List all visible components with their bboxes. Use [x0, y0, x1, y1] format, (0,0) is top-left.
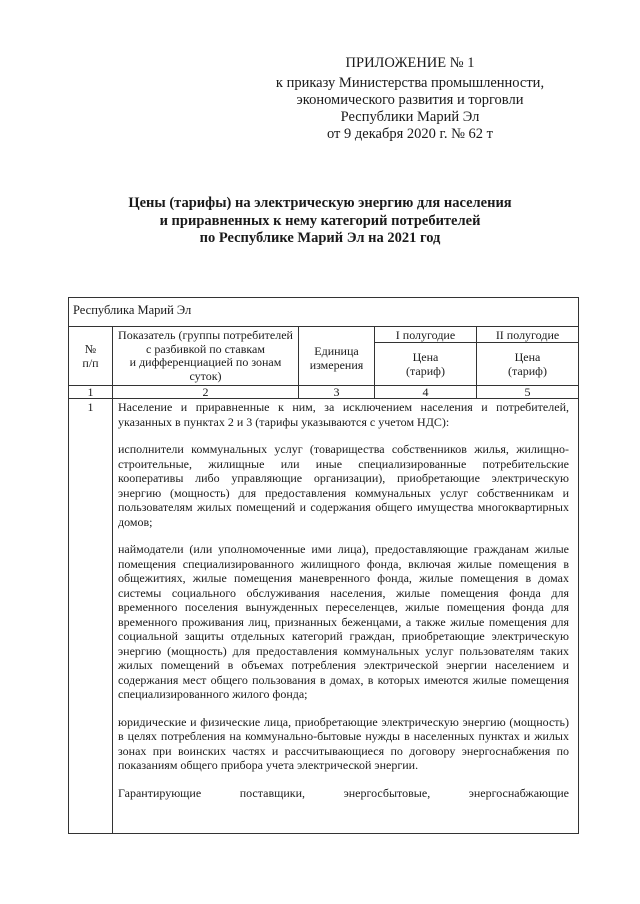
appendix-title: ПРИЛОЖЕНИЕ № 1 — [345, 55, 475, 71]
header-indicator: Показатель (группы потребителей с разбивкой по ставкам и дифференциацией по зонам суток) — [118, 328, 293, 383]
document-title — [0, 195, 640, 248]
row1-paragraph: юридические и физические лица, приобретающие электрическую энергию (мощность) в целях потребления на коммунально-бытовые нужды в населенных пунктах и жилых зонах при воинских частях и рассчитывающиеся по договору энергоснабжения по показаниям общего прибора учета электрической энергии. — [118, 714, 569, 772]
appendix-line: от 9 декабря 2020 г. № 62 т — [327, 126, 493, 142]
header-price2: Цена (тариф) — [508, 350, 547, 378]
header-unit: Единица измерения — [309, 344, 364, 372]
region-label: Республика Марий Эл — [73, 303, 192, 317]
row1-paragraph: Гарантирующие поставщики, энергосбытовые, энергоснабжающие — [118, 785, 569, 800]
row1-text — [118, 400, 569, 800]
row1-paragraph: наймодатели (или уполномоченные ими лица), предоставляющие гражданам жилые помещения специализированного жилищного фонда, включая жилые помещения в общежитиях, жилые помещения маневренного фонда, жилые помещения в домах системы социального обслуживания населения, жилые помещения фонда для временного поселения вынужденных переселенцев, жилые помещения фонда для временного проживания лиц, признанных беженцами, а также жилые помещения для социальной защиты отдельных категорий граждан, приобретающие электрическую энергию (мощность) для предоставления коммунальных услуг пользователям таких жилых помещений в объемах потребления электрической энергии населением и содержания мест общего пользования в домах, в которых имеются жилые помещения специализированного жилого фонда; — [118, 542, 569, 701]
appendix-line: к приказу Министерства промышленности, — [275, 75, 545, 91]
row1-paragraph: исполнители коммунальных услуг (товарищества собственников жилья, жилищно-строительные, жилищные или иные специализированные потребительские кооперативы либо управляющие организации), приобретающие электрическую энергию (мощность) для предоставления коммунальных услуг собственникам и пользователям жилых помещений и содержания общего имущества многоквартирных домов; — [118, 442, 569, 529]
title-line: Цены (тарифы) на электрическую энергию для населения — [128, 195, 512, 211]
header-half1: I полугодие — [395, 328, 456, 342]
col-number: 1 — [87, 385, 94, 399]
title-line: по Республике Марий Эл на 2021 год — [199, 230, 441, 246]
row1-paragraph: Население и приравненные к ним, за исключением населения и потребителей, указанных в пунктах 2 и 3 (тарифы указываются с учетом НДС): — [118, 400, 569, 429]
table-line — [69, 326, 578, 327]
header-num: № п/п — [82, 342, 99, 370]
table-line — [112, 326, 113, 833]
title-line: и приравненных к нему категорий потребителей — [159, 212, 481, 229]
header-price1: Цена (тариф) — [406, 350, 445, 378]
appendix-line: экономического развития и торговли — [296, 92, 524, 108]
col-number: 4 — [422, 385, 429, 399]
appendix-line: Республики Марий Эл — [340, 109, 480, 125]
row-number: 1 — [87, 400, 94, 414]
header-half2: II полугодие — [495, 328, 560, 342]
col-number: 3 — [333, 385, 340, 399]
col-number: 5 — [524, 385, 531, 399]
col-number: 2 — [202, 385, 209, 399]
